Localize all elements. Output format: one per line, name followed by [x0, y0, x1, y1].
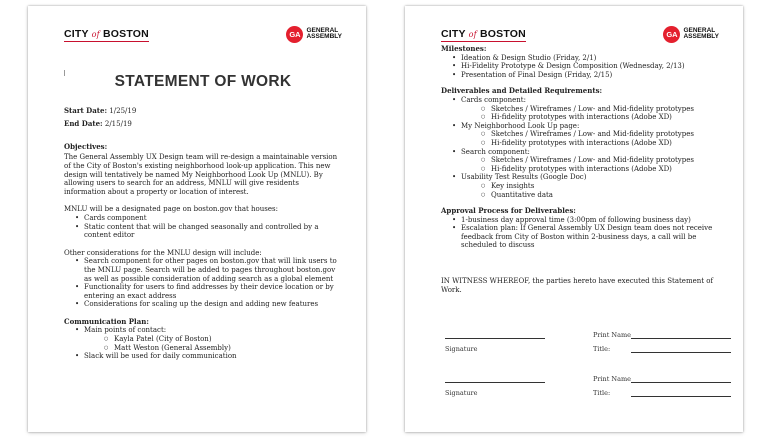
- signature-label: Signature: [445, 345, 478, 353]
- document-body: [441, 45, 725, 294]
- approval-heading: Approval Process for Deliverables:: [441, 206, 576, 216]
- contacts-list: [84, 335, 342, 352]
- title-label: Title:: [593, 345, 611, 353]
- list-item: • 1-business day approval time (3:00pm of following business day): [441, 216, 725, 225]
- document-page-2: [405, 6, 743, 432]
- list-item: ○ Quantitative data: [461, 191, 725, 200]
- list-item: ○ Key insights: [461, 182, 725, 191]
- title-line[interactable]: [631, 396, 731, 397]
- list-item: ○ Kayla Patel (City of Boston): [84, 335, 342, 344]
- city-of-boston-logo: CITY of BOSTON: [441, 28, 526, 40]
- list-item: • Hi-Fidelity Prototype & Design Composition (Wednesday, 2/13): [441, 62, 725, 71]
- document-title: STATEMENT OF WORK: [114, 73, 292, 90]
- ga-badge-icon: GA: [286, 26, 303, 43]
- signature-line[interactable]: [445, 382, 545, 383]
- witness-statement: IN WITNESS WHEREOF, the parties hereto have executed this Statement of Work.: [441, 277, 714, 294]
- deliverables-heading: Deliverables and Detailed Requirements:: [441, 86, 603, 96]
- list-item: • My Neighborhood Look Up page: ○ Sketches / Wireframes / Low- and Mid-fidelity prototypes ○ Hi-fidelity prototypes with interactions (Adobe XD): [441, 122, 725, 148]
- communication-heading: Communication Plan:: [64, 316, 149, 326]
- approval-list: [441, 216, 725, 250]
- list-item: • Cards component: [64, 214, 342, 223]
- considerations-list: [64, 257, 342, 309]
- title-line[interactable]: [631, 352, 731, 353]
- signature-label: Signature: [445, 389, 478, 397]
- list-item: • Search component: ○ Sketches / Wireframes / Low- and Mid-fidelity prototypes ○ Hi-fidelity prototypes with interactions (Adobe XD): [441, 148, 725, 174]
- general-assembly-logo: GA GENERAL ASSEMBLY: [286, 24, 342, 44]
- list-item: • Presentation of Final Design (Friday, 2/15): [441, 71, 725, 80]
- objectives-heading: Objectives:: [64, 141, 108, 151]
- list-item: ○ Hi-fidelity prototypes with interactions (Adobe XD): [461, 113, 725, 122]
- list-item: ○ Sketches / Wireframes / Low- and Mid-fidelity prototypes: [461, 156, 725, 165]
- end-date: End Date: 2/15/19: [64, 119, 132, 129]
- list-item: • Functionality for users to find addresses by their device location or by entering an exact address: [64, 283, 342, 300]
- list-item: • Ideation & Design Studio (Friday, 2/1): [441, 54, 725, 63]
- list-item: ○ Hi-fidelity prototypes with interactions (Adobe XD): [461, 165, 725, 174]
- title-label: Title:: [593, 389, 611, 397]
- document-body: [64, 66, 342, 361]
- list-item: • Considerations for scaling up the design and adding new features: [64, 300, 342, 309]
- communication-list: [64, 326, 342, 360]
- list-item: ○ Sketches / Wireframes / Low- and Mid-fidelity prototypes: [461, 130, 725, 139]
- list-item: • Main points of contact: ○ Kayla Patel (City of Boston) ○ Matt Weston (General Assembly): [64, 326, 342, 352]
- page-header: [441, 24, 719, 46]
- document-page-1: [28, 6, 366, 432]
- milestones-heading: Milestones:: [441, 44, 487, 53]
- city-of-boston-logo: CITY of BOSTON: [64, 28, 149, 40]
- print-name-line[interactable]: [631, 382, 731, 383]
- list-item: • Usability Test Results (Google Doc) ○ Key insights ○ Quantitative data: [441, 173, 725, 199]
- mnlu-intro: MNLU will be a designated page on boston.gov that houses:: [64, 205, 278, 214]
- mnlu-list: [64, 214, 342, 240]
- list-item: ○ Hi-fidelity prototypes with interactions (Adobe XD): [461, 139, 725, 148]
- page-header: [64, 24, 342, 46]
- milestones-list: [441, 54, 725, 80]
- list-item: • Cards component: ○ Sketches / Wireframes / Low- and Mid-fidelity prototypes ○ Hi-fidelity prototypes with interactions (Adobe XD): [441, 96, 725, 122]
- list-item: • Search component for other pages on boston.gov that will link users to the MNLU page. Search will be added to pages throughout boston.gov as well as possible consideration of adding search as a global element: [64, 257, 342, 283]
- print-name-label: Print Name: [593, 375, 631, 383]
- print-name-label: Print Name: [593, 331, 631, 339]
- general-assembly-logo: GA GENERAL ASSEMBLY: [663, 24, 719, 44]
- deliverables-list: [441, 96, 725, 199]
- print-name-line[interactable]: [631, 338, 731, 339]
- list-item: ○ Matt Weston (General Assembly): [84, 344, 342, 353]
- ga-badge-icon: GA: [663, 26, 680, 43]
- list-item: ○ Sketches / Wireframes / Low- and Mid-fidelity prototypes: [461, 105, 725, 114]
- objectives-text: The General Assembly UX Design team will re-design a maintainable version of the City of Boston's existing neighborhood look-up application. This new design will tentatively be named My Neighborhood Look Up (MNLU). By allowing users to search for an address, MNLU will give residents information about a property or location of interest.: [64, 153, 338, 196]
- list-item: • Static content that will be changed seasonally and controlled by a content editor: [64, 223, 342, 240]
- considerations-intro: Other considerations for the MNLU design will include:: [64, 248, 262, 257]
- signature-line[interactable]: [445, 338, 545, 339]
- list-item: • Escalation plan: If General Assembly UX Design team does not receive feedback from City of Boston within 2-business days, a call will be scheduled to discuss: [441, 224, 725, 250]
- start-date: Start Date: 1/25/19: [64, 105, 137, 115]
- list-item: • Slack will be used for daily communication: [64, 352, 342, 361]
